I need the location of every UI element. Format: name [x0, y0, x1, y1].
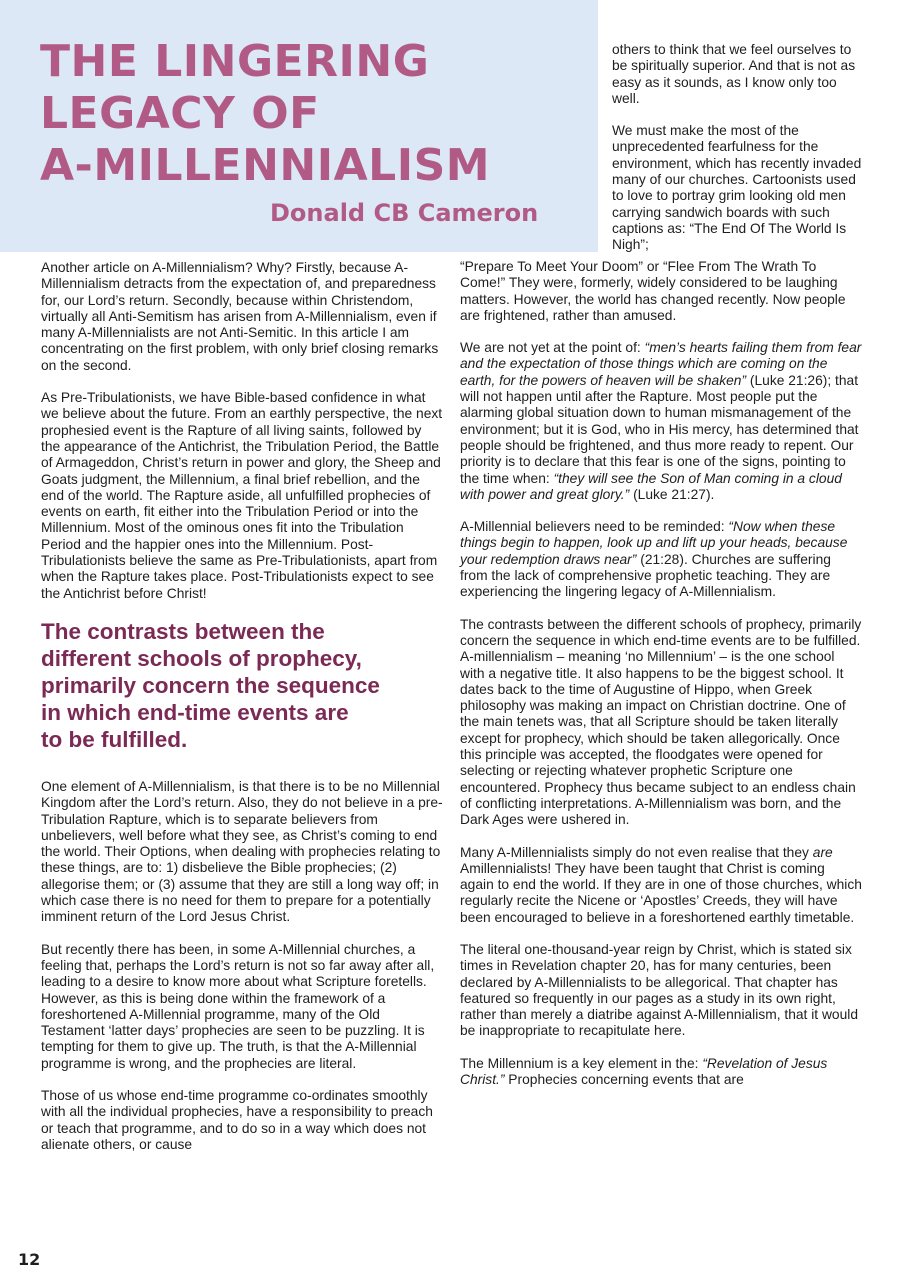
- text: (Luke 21:26); that will not happen until after the Rapture. Most people put the alarming global situation down to human mismanagement of the environment; but it is God, who in His mercy, has determined that people should be frightened, and thus more ready to repent. Our priority is to declare that this fear is one of the signs, pointing to the time when:: [460, 372, 859, 486]
- text: A-Millennial believers need to be reminded:: [460, 519, 729, 535]
- text: Prophecies concerning events that are: [504, 1072, 744, 1088]
- paragraph: As Pre-Tribulationists, we have Bible-based confidence in what we believe about the future. From an earthly perspective, the next prophesied event is the Rapture of all living saints, followed by the appearance of the Antichrist, the Tribulation Period, the Battle of Armageddon, Christ’s return in power and glory, the Sheep and Goats judgment, the Millennium, a final brief rebellion, and the end of the world. The Rapture aside, all unfulfilled prophecies of events on earth, fit either into the Tribulation Period or into the Millennium. Most of the ominous ones fit into the Tribulation Period and the happier ones into the Millennium. Post-Tribulationists believe the same as Pre-Tribulationists, apart from when the Rapture takes place. Post-Tribulationists expect to see the Antichrist before Christ!: [41, 390, 443, 601]
- pull-quote-line: The contrasts between the: [41, 618, 325, 644]
- left-column: [41, 260, 443, 1169]
- paragraph: [460, 519, 862, 600]
- pull-quote-line: primarily concern the sequence: [41, 672, 380, 698]
- paragraph: The contrasts between the different schools of prophecy, primarily concern the sequence in which end-time events are to be fulfilled. A-millennialism – meaning ‘no Millennium’ – is the one school with a negative title. It also happens to be the biggest school. It dates back to the time of Augustine of Hippo, when Greek philosophy was making an impact on Christian doctrine. One of the main tenets was, that all Scripture should be taken literally except for prophecy, which should be taken allegorically. Once this principle was accepted, the floodgates were opened for selecting or rejecting whatever prophetic Scripture one encountered. Prophecy thus became subject to an endless chain of conflicting interpretations. A-Millennialism was born, and the Dark Ages were ushered in.: [460, 616, 862, 828]
- paragraph: The literal one-thousand-year reign by Christ, which is stated six times in Revelation chapter 20, has for many centuries, been declared by A-Millennialists to be allegorical. That chapter has featured so frequently in our pages as a study in its own right, rather than merely a diatribe against A-Millennialism, that it would be inappropriate to recapitulate here.: [460, 941, 859, 1039]
- paragraph: “Prepare To Meet Your Doom” or “Flee From The Wrath To Come!” They were, formerly, widely considered to be laughing matters. However, the world has changed recently. Now people are frightened, rather than amused.: [460, 259, 846, 323]
- paragraph: [460, 340, 862, 503]
- text: The Millennium is a key element in the:: [460, 1055, 703, 1071]
- pull-quote: [41, 618, 443, 753]
- page-number: 12: [18, 1250, 41, 1269]
- paragraph: Another article on A-Millennialism? Why? Firstly, because A-Millennialism detracts from the expectation of, and preparedness for, our Lord’s return. Secondly, because within Christendom, virtually all Anti-Semitism has arisen from A-Millennialism, even if many A-Millennialists are not Anti-Semitic. In this article I am concentrating on the first problem, with only brief closing remarks on the second.: [41, 260, 439, 373]
- text: We are not yet at the point of:: [460, 340, 645, 356]
- title-line: LEGACY OF: [40, 88, 320, 139]
- pull-quote-line: different schools of prophecy,: [41, 645, 362, 671]
- right-column: [460, 259, 862, 1104]
- pull-quote-line: in which end-time events are: [41, 699, 349, 725]
- article-title: [40, 36, 580, 192]
- title-line: THE LINGERING: [40, 36, 430, 87]
- paragraph: [460, 1056, 862, 1089]
- author-byline: Donald CB Cameron: [270, 199, 539, 227]
- scripture-quote: “Now when these things begin to happen, look up and lift up your heads, because your redemption draws near”: [460, 519, 848, 567]
- scripture-quote: “men’s hearts failing them from fear and the expectation of those things which are coming on the earth, for the powers of heaven will be shaken”: [460, 340, 862, 388]
- text: (Luke 21:27).: [629, 486, 715, 502]
- paragraph: Those of us whose end-time programme co-ordinates smoothly with all the individual prophecies, have a responsibility to preach or teach that programme, and to do so in a way which does not alienate others, or cause: [41, 1087, 433, 1152]
- paragraph: We must make the most of the unprecedented fearfulness for the environment, which has recently invaded many of our churches. Cartoonists used to love to portray grim looking old men carrying sandwich boards with such captions as: “The End Of The World Is Nigh”;: [612, 123, 862, 253]
- paragraph: [460, 845, 862, 926]
- right-column-top: [612, 42, 864, 270]
- pull-quote-line: to be fulfilled.: [41, 726, 188, 752]
- text: (21:28). Churches are suffering from the lack of comprehensive prophetic teaching. They are experiencing the lingering legacy of A-Millennialism.: [460, 551, 831, 600]
- emphasis: are: [812, 844, 833, 860]
- paragraph: But recently there has been, in some A-Millennial churches, a feeling that, perhaps the Lord’s return is not so far away after all, leading to a desire to know more about what Scripture foretells. However, as this is being done within the framework of a foreshortened A-Millennial programme, many of the Old Testament ‘latter days’ prophecies are seen to be puzzling. It is tempting for them to give up. The truth, is that the A-Millennial programme is wrong, and the prophecies are literal.: [41, 941, 435, 1071]
- scripture-quote: “they will see the Son of Man coming in a cloud with power and great glory.”: [460, 470, 842, 502]
- title-line: A-MILLENNIALISM: [40, 140, 491, 191]
- text: Many A-Millennialists simply do not even realise that they: [460, 844, 813, 860]
- text: Amillennialists! They have been taught that Christ is coming again to end the world. If they are in one of those churches, which regularly recite the Nicene or ‘Apostles’ Creeds, they will have been encouraged to believe in a foreshortened earthly timetable.: [460, 860, 862, 925]
- paragraph: others to think that we feel ourselves to be spiritually superior. And that is not as easy as it sounds, as I know only too well.: [612, 42, 856, 106]
- paragraph: One element of A-Millennialism, is that there is to be no Millennial Kingdom after the Lord’s return. Also, they do not believe in a pre-Tribulation Rapture, which is to separate believers from unbelievers, well before what they see, as Christ’s coming to end the world. Their Options, when dealing with prophecies relating to these things, are to: 1) disbelieve the Bible prophecies; (2) allegorise them; or (3) assume that they are still a long way off; in which case there is no need for them to prepare for a potentially imminent return of the Lord Jesus Christ.: [41, 778, 443, 925]
- scripture-quote: “Revelation of Jesus Christ.”: [460, 1055, 828, 1088]
